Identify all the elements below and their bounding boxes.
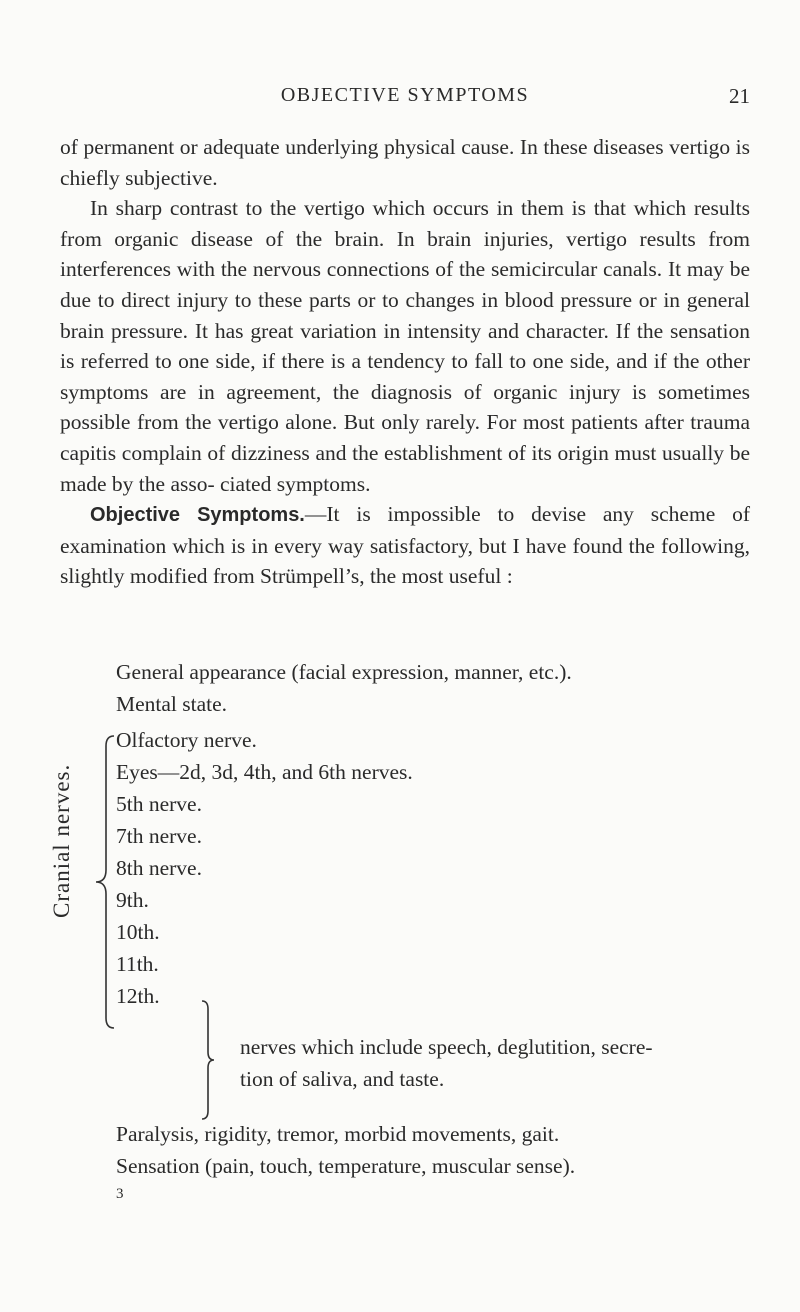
list-general-appearance: General appearance (facial expression, manner, etc.). [116,660,572,684]
nerve-group-brace-icon [200,997,220,1123]
cranial-item: 12th. [116,984,160,1008]
nerve-note-line-2: tion of saliva, and taste. [240,1067,445,1091]
cranial-nerves-label: Cranial nerves. [49,763,74,918]
paragraph-continued: of permanent or adequate underlying physical cause. In these diseases vertigo is chiefly subjective. [60,135,750,190]
page-number: 21 [729,84,750,108]
cranial-brace-icon [86,732,120,1032]
list-sensation: Sensation (pain, touch, temperature, muscular sense). [116,1154,576,1178]
paragraph-objective-symptoms [60,499,750,592]
cranial-item: 5th nerve. [116,792,202,816]
body-text [60,132,750,592]
signature-mark: 3 [116,1186,124,1202]
running-title: OBJECTIVE SYMPTOMS [280,84,530,106]
list-paralysis: Paralysis, rigidity, tremor, morbid movements, gait. [116,1122,560,1146]
paragraph-vertigo-organic: In sharp contrast to the vertigo which occurs in them is that which results from organic disease of the brain. In brain injuries, vertigo results from interferences with the nervous connections of the semicircular canals. It may be due to direct injury to these parts or to changes in blood pressure or in general brain pressure. It has great variation in intensity and character. If the sensation is referred to one side, if there is a tendency to fall to one side, and if the other symptoms are in agreement, the diagnosis of organic injury is sometimes possible from the vertigo alone. But only rarely. For most patients after trauma capitis complain of dizziness and the establishment of its origin must usually be made by the asso- ciated symptoms. [60,196,750,496]
cranial-item: 10th. [116,920,160,944]
cranial-item: 9th. [116,888,149,912]
list-mental-state: Mental state. [116,692,228,716]
section-heading: Objective Symptoms. [90,504,305,527]
cranial-item: 11th. [116,952,159,976]
cranial-item: Olfactory nerve. [116,728,257,752]
nerve-note-line-1: nerves which include speech, deglutition, secre- [240,1035,653,1059]
section-text: —It is impossible to devise any scheme of examination which is in every way satisfactory, but I have found the following, slightly modified from Strümpell’s, the most useful : [60,502,750,589]
cranial-item: Eyes—2d, 3d, 4th, and 6th nerves. [116,760,413,784]
cranial-item: 7th nerve. [116,824,202,848]
running-head [60,84,750,112]
cranial-item: 8th nerve. [116,856,202,880]
